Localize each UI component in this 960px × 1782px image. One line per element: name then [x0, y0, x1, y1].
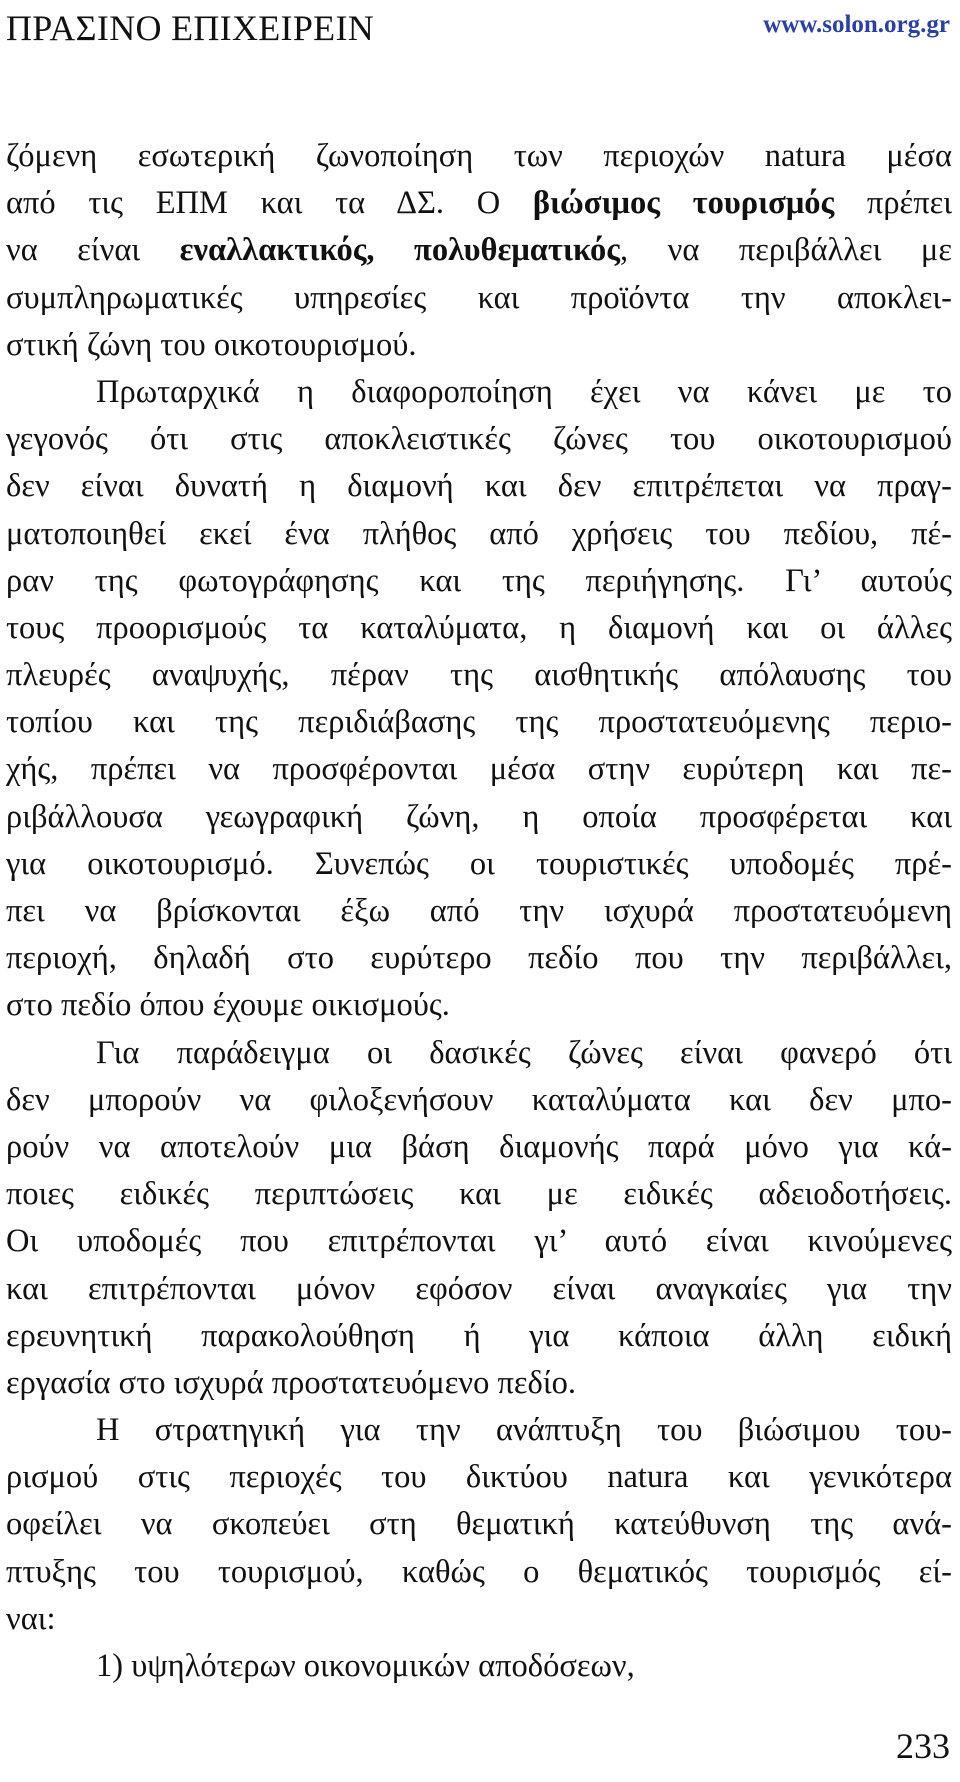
- text-run: πρέπει: [834, 185, 952, 222]
- bold-term: βιώσιμος τουρισμός: [532, 185, 835, 222]
- text-line: ναι:: [6, 1600, 56, 1637]
- text-line: οφείλει να σκοπεύει στη θεματική κατεύθυνση της ανά-: [6, 1506, 952, 1543]
- text-line: περιοχή, δηλαδή στο ευρύτερο πεδίο που την περιβάλλει,: [6, 940, 952, 977]
- text-line: και επιτρέπονται μόνον εφόσον είναι αναγκαίες για την: [6, 1270, 952, 1307]
- text-line: δεν είναι δυνατή η διαμονή και δεν επιτρέπεται να πραγ-: [6, 468, 952, 505]
- text-line: συμπληρωματικές υπηρεσίες και προϊόντα την αποκλει-: [6, 279, 952, 316]
- text-line: εργασία στο ισχυρά προστατευόμενο πεδίο.: [6, 1364, 576, 1401]
- running-title: ΠΡΑΣΙΝΟ ΕΠΙΧΕΙΡΕΙΝ: [6, 8, 375, 48]
- paragraph-4: [6, 1407, 952, 1643]
- text-line: ριβάλλουσα γεωγραφική ζώνη, η οποία προσφέρεται και: [6, 798, 952, 835]
- text-line: ραν της φωτογράφησης και της περιήγησης. Γι’ αυτούς: [6, 562, 952, 599]
- paragraph-1: [6, 133, 952, 369]
- text-line: για οικοτουρισμό. Συνεπώς οι τουριστικές υποδομές πρέ-: [6, 845, 952, 882]
- list-item: 1) υψηλότερων οικονομικών αποδόσεων,: [96, 1648, 635, 1684]
- text-line: ζόμενη εσωτερική ζωνοποίηση των περιοχών natura μέσα: [6, 138, 952, 174]
- numbered-list: [6, 1643, 952, 1690]
- text-line: Η στρατηγική για την ανάπτυξη του βιώσιμου του-: [96, 1412, 952, 1449]
- text-line: ρισμού στις περιοχές του δικτύου natura και γενικότερα: [6, 1459, 952, 1496]
- text-line: τοπίου και της περιδιάβασης της προστατευόμενης περιο-: [6, 704, 952, 741]
- page-number: 233: [896, 1726, 950, 1766]
- paragraph-3: [6, 1030, 952, 1408]
- text-line: χής, πρέπει να προσφέρονται μέσα στην ευρύτερη και πε-: [6, 751, 952, 788]
- text-line: πει να βρίσκονται έξω από την ισχυρά προστατευόμενη: [6, 893, 952, 929]
- bold-term: εναλλακτικός, πολυθεματικός: [179, 232, 621, 269]
- website-url[interactable]: www.solon.org.gr: [763, 11, 950, 38]
- page-header: [0, 0, 960, 60]
- text-line: [6, 180, 952, 227]
- text-run: από τις ΕΠΜ και τα ΔΣ. Ο: [6, 185, 533, 222]
- text-line: τους προορισμούς τα καταλύματα, η διαμονή και οι άλλες: [6, 609, 952, 646]
- paragraph-2: [6, 369, 952, 1030]
- text-run: , να περιβάλλει με: [620, 232, 952, 269]
- text-line: στική ζώνη του οικοτουρισμού.: [6, 326, 417, 363]
- text-line: Πρωταρχικά η διαφοροποίηση έχει να κάνει με το: [96, 373, 952, 410]
- page-body: [6, 133, 952, 1690]
- text-line: στο πεδίο όπου έχουμε οικισμούς.: [6, 987, 450, 1024]
- text-line: ματοποιηθεί εκεί ένα πλήθος από χρήσεις του πεδίου, πέ-: [6, 515, 952, 552]
- text-line: Για παράδειγμα οι δασικές ζώνες είναι φανερό ότι: [96, 1034, 952, 1071]
- text-line: [6, 227, 952, 274]
- text-run: να είναι: [6, 232, 180, 269]
- text-line: Οι υποδομές που επιτρέπονται γι’ αυτό είναι κινούμενες: [6, 1223, 952, 1260]
- text-line: πτυξης του τουρισμού, καθώς ο θεματικός τουρισμός εί-: [6, 1553, 952, 1590]
- text-line: γεγονός ότι στις αποκλειστικές ζώνες του οικοτουρισμού: [6, 421, 952, 458]
- text-line: πλευρές αναψυχής, πέραν της αισθητικής απόλαυσης του: [6, 657, 952, 694]
- text-line: δεν μπορούν να φιλοξενήσουν καταλύματα και δεν μπο-: [6, 1081, 952, 1118]
- text-line: ποιες ειδικές περιπτώσεις και με ειδικές αδειοδοτήσεις.: [6, 1176, 952, 1213]
- text-line: ερευνητική παρακολούθηση ή για κάποια άλλη ειδική: [6, 1317, 952, 1354]
- text-line: ρούν να αποτελούν μια βάση διαμονής παρά μόνο για κά-: [6, 1128, 952, 1165]
